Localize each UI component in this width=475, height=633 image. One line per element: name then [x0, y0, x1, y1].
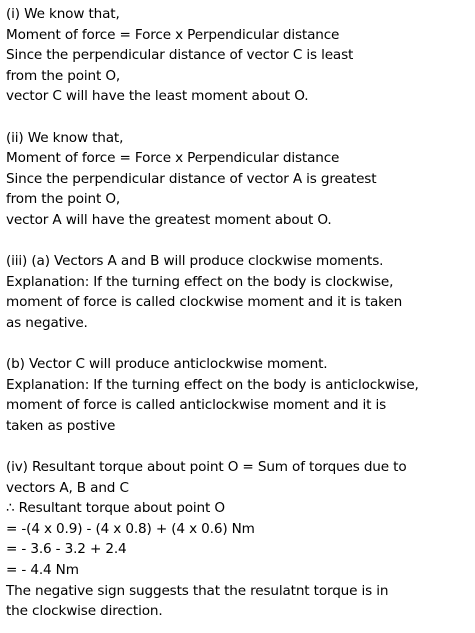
part-ii-section — [6, 128, 472, 231]
therefore-line: ∴ Resultant torque about point O — [6, 500, 225, 517]
equation-line: = -(4 x 0.9) - (4 x 0.8) + (4 x 0.6) Nm — [6, 520, 255, 537]
conclusion-line: The negative sign suggests that the resulatnt torque is in — [6, 582, 389, 599]
part-ii-line: (ii) We know that, — [6, 129, 124, 146]
part-iv-section — [6, 457, 472, 622]
part-iii-a-line: as negative. — [6, 314, 88, 331]
paragraph-gap — [6, 334, 472, 355]
part-iii-b-section — [6, 354, 472, 436]
paragraph-gap — [6, 231, 472, 252]
paragraph-gap — [6, 436, 472, 457]
equation-result-line: = - 4.4 Nm — [6, 562, 79, 579]
conclusion-line: the clockwise direction. — [6, 603, 163, 620]
part-i-line: from the point O, — [6, 67, 121, 84]
part-ii-line: Moment of force = Force x Perpendicular distance — [6, 150, 340, 167]
part-i-line: Moment of force = Force x Perpendicular distance — [6, 26, 340, 43]
part-iii-b-line: (b) Vector C will produce anticlockwise moment. — [6, 356, 328, 373]
part-i-line: Since the perpendicular distance of vector C is least — [6, 47, 354, 64]
part-i-line: vector C will have the least moment about O. — [6, 88, 309, 105]
part-iii-b-line: taken as postive — [6, 417, 116, 434]
part-iii-a-line: moment of force is called clockwise moment and it is taken — [6, 294, 403, 311]
equation-line: = - 3.6 - 3.2 + 2.4 — [6, 541, 127, 558]
part-iv-line: (iv) Resultant torque about point O = Sum of torques due to — [6, 459, 407, 476]
part-i-line: (i) We know that, — [6, 6, 120, 22]
part-iv-line: vectors A, B and C — [6, 479, 129, 496]
part-ii-line: from the point O, — [6, 191, 121, 208]
part-ii-line: Since the perpendicular distance of vector A is greatest — [6, 170, 377, 187]
solution-document — [6, 4, 472, 622]
part-iii-b-line: Explanation: If the turning effect on the body is anticlockwise, — [6, 376, 419, 393]
part-i-section — [6, 4, 472, 107]
part-iii-b-line: moment of force is called anticlockwise moment and it is — [6, 397, 387, 414]
part-ii-line: vector A will have the greatest moment about O. — [6, 211, 332, 228]
paragraph-gap — [6, 107, 472, 128]
part-iii-a-section — [6, 251, 472, 333]
part-iii-a-line: (iii) (a) Vectors A and B will produce clockwise moments. — [6, 253, 384, 270]
part-iii-a-line: Explanation: If the turning effect on the body is clockwise, — [6, 273, 394, 290]
